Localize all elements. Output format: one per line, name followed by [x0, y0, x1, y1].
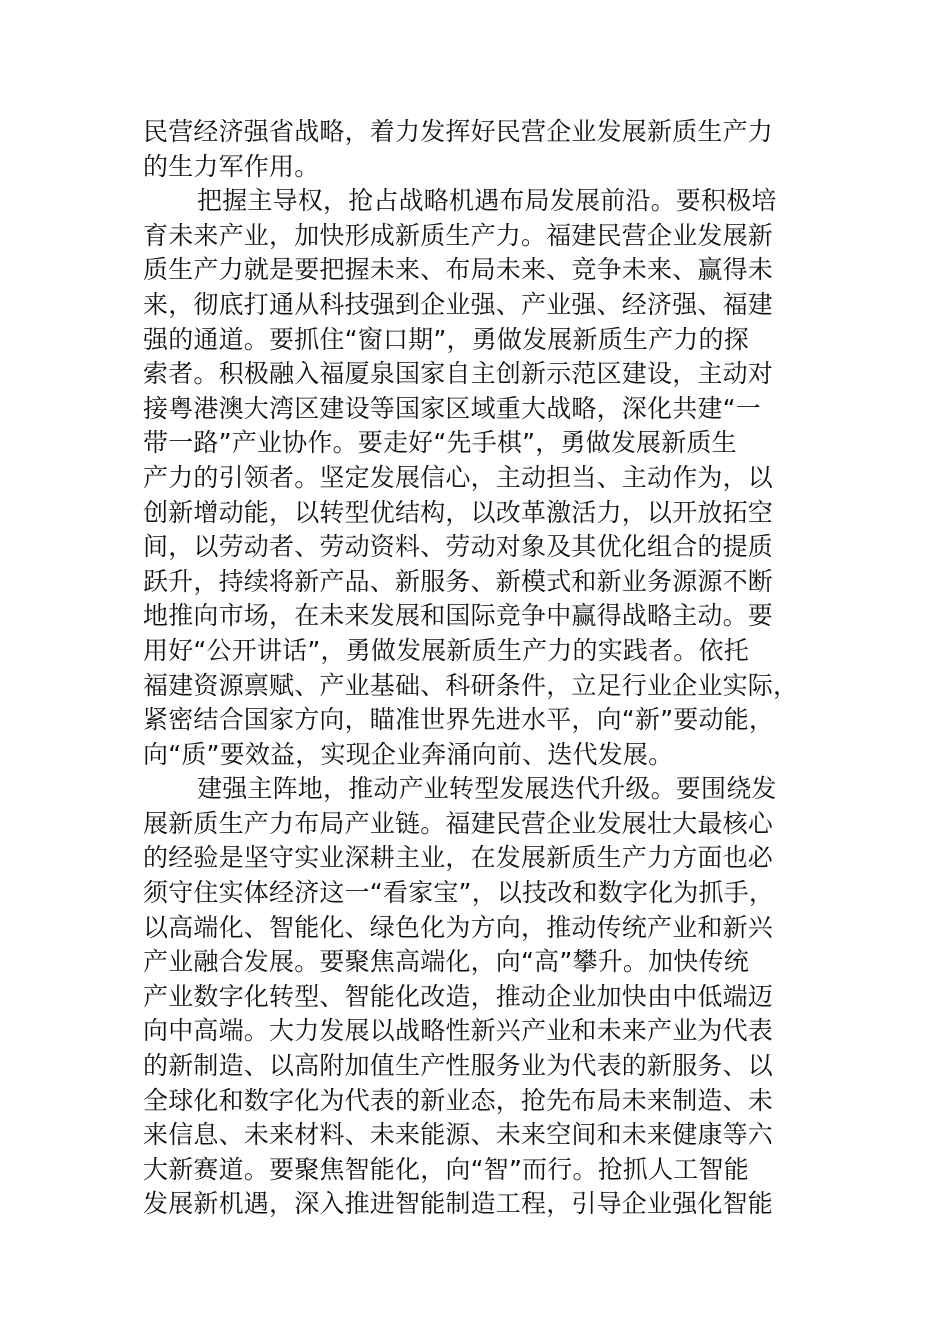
text-line: 创新增动能，以转型优结构，以改革激活力，以开放拓空 [143, 497, 774, 527]
text-line: 以高端化、智能化、绿色化为方向，推动传统产业和新兴 [143, 912, 774, 942]
text-line: 大新赛道。要聚焦智能化，向“智”而行。抢抓人工智能 [143, 1154, 749, 1184]
text-line: 产力的引领者。坚定发展信心，主动担当、主动作为，以 [143, 462, 774, 492]
body-text [143, 115, 807, 1222]
text-line: 的生力军作用。 [143, 151, 320, 181]
text-line: 强的通道。要抓住“窗口期”，勇做发展新质生产力的探 [143, 324, 749, 354]
text-line: 来信息、未来材料、未来能源、未来空间和未来健康等六 [143, 1120, 774, 1150]
text-line: 索者。积极融入福厦泉国家自主创新示范区建设，主动对 [143, 359, 774, 389]
text-line: 的经验是坚守实业深耕主业，在发展新质生产力方面也必 [143, 843, 774, 873]
text-line: 须守住实体经济这一“看家宝”，以技改和数字化为抓手， [143, 878, 775, 908]
text-line: 带一路”产业协作。要走好“先手棋”，勇做发展新质生 [143, 428, 737, 458]
text-line: 发展新机遇，深入推进智能制造工程，引导企业强化智能 [143, 1189, 774, 1219]
text-line: 来，彻底打通从科技强到企业强、产业强、经济强、福建 [143, 289, 774, 319]
text-line: 产业融合发展。要聚焦高端化，向“高”攀升。加快传统 [143, 947, 749, 977]
text-line: 全球化和数字化为代表的新业态，抢先布局未来制造、未 [143, 1085, 774, 1115]
text-line: 育未来产业，加快形成新质生产力。福建民营企业发展新 [143, 220, 774, 250]
text-line: 质生产力就是要把握未来、布局未来、竞争未来、赢得未 [143, 255, 774, 285]
text-line: 间，以劳动者、劳动资料、劳动对象及其优化组合的提质 [143, 532, 774, 562]
text-line: 用好“公开讲话”，勇做发展新质生产力的实践者。依托 [143, 635, 749, 665]
paragraph-first-line: 建强主阵地，推动产业转型发展迭代升级。要围绕发 [197, 774, 777, 804]
text-line: 地推向市场，在未来发展和国际竞争中赢得战略主动。要 [143, 601, 774, 631]
text-line: 跃升，持续将新产品、新服务、新模式和新业务源源不断 [143, 566, 774, 596]
text-line: 接粤港澳大湾区建设等国家区域重大战略，深化共建“一 [143, 393, 761, 423]
text-line: 展新质生产力布局产业链。福建民营企业发展壮大最核心 [143, 808, 774, 838]
text-line: 产业数字化转型、智能化改造，推动企业加快由中低端迈 [143, 981, 774, 1011]
text-line: 民营经济强省战略，着力发挥好民营企业发展新质生产力 [143, 117, 774, 146]
text-line: 紧密结合国家方向，瞄准世界先进水平，向“新”要动能， [143, 705, 775, 735]
text-line: 向中高端。大力发展以战略性新兴产业和未来产业为代表 [143, 1016, 774, 1046]
text-line: 向“质”要效益，实现企业奔涌向前、迭代发展。 [143, 739, 674, 769]
paragraph-first-line: 把握主导权，抢占战略机遇布局发展前沿。要积极培 [197, 186, 777, 216]
text-line: 福建资源禀赋、产业基础、科研条件，立足行业企业实际， [143, 670, 799, 700]
text-line: 的新制造、以高附加值生产性服务业为代表的新服务、以 [143, 1051, 774, 1081]
